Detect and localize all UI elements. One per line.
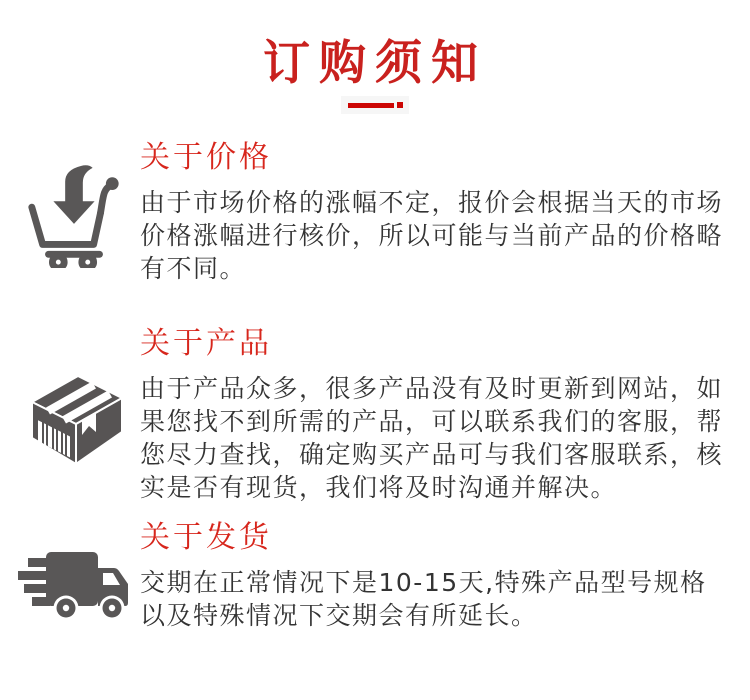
- cart-download-icon: [28, 164, 120, 268]
- underline-dash: [348, 103, 394, 108]
- section-body: 由于市场价格的涨幅不定，报价会根据当天的市场价格涨幅进行核价，所以可能与当前产品的价格略有不同。: [140, 188, 724, 283]
- underline-dot: [397, 102, 403, 108]
- section-body: 交期在正常情况下是10-15天,特殊产品型号规格以及特殊情况下交期会有所延长。: [140, 568, 707, 630]
- delivery-truck-icon: [16, 548, 134, 622]
- section-price: [0, 140, 750, 285]
- section-heading: 关于产品: [140, 326, 272, 361]
- section-product: [0, 326, 750, 504]
- section-shipping: [0, 520, 750, 632]
- section-heading: 关于价格: [140, 140, 272, 175]
- title-underline: [341, 96, 409, 114]
- package-box-icon: [18, 368, 134, 472]
- section-heading: 关于发货: [140, 520, 272, 555]
- page-title: 订购须知: [263, 36, 487, 91]
- section-body: 由于产品众多，很多产品没有及时更新到网站，如果您找不到所需的产品，可以联系我们的客服，帮您尽力查找，确定购买产品可与我们客服联系，核实是否有现货，我们将及时沟通并解决。: [140, 374, 724, 502]
